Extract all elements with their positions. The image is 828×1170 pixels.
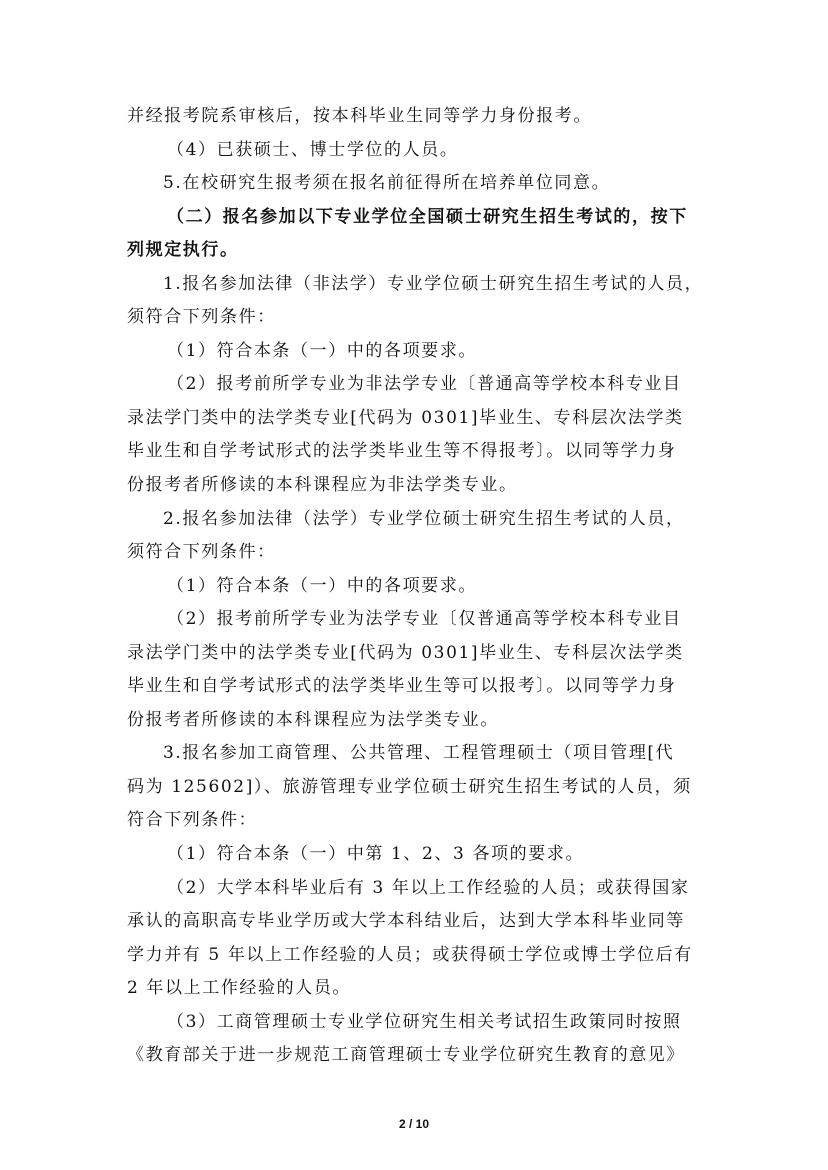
section-heading-line: 列规定执行。 bbox=[127, 240, 239, 261]
paragraph-line: （2）大学本科毕业后有 3 年以上工作经验的人员；或获得国家 bbox=[167, 877, 690, 898]
paragraph-line: 份报考者所修读的本科课程应为非法学类专业。 bbox=[127, 475, 518, 496]
paragraph-line: （1）符合本条（一）中第 1、2、3 各项的要求。 bbox=[167, 844, 585, 865]
paragraph-line: 录法学门类中的法学类专业[代码为 0301]毕业生、专科层次法学类 bbox=[127, 407, 684, 428]
paragraph-line: 2.报名参加法律（法学）专业学位硕士研究生招生考试的人员， bbox=[163, 508, 685, 529]
paragraph-line: （1）符合本条（一）中的各项要求。 bbox=[167, 340, 478, 361]
paragraph-line: 录法学门类中的法学类专业[代码为 0301]毕业生、专科层次法学类 bbox=[127, 642, 684, 663]
paragraph-line: 1.报名参加法律（非法学）专业学位硕士研究生招生考试的人员， bbox=[163, 273, 704, 294]
paragraph-line: 承认的高职高专毕业学历或大学本科结业后，达到大学本科毕业同等 bbox=[127, 911, 685, 932]
paragraph-line: 符合下列条件： bbox=[127, 810, 258, 831]
paragraph-line: （3）工商管理硕士专业学位研究生相关考试招生政策同时按照 bbox=[167, 1011, 682, 1032]
paragraph-line: 须符合下列条件： bbox=[127, 307, 276, 328]
paragraph-line: （2）报考前所学专业为法学专业〔仅普通高等学校本科专业目 bbox=[167, 609, 682, 630]
paragraph-line: 份报考者所修读的本科课程应为法学类专业。 bbox=[127, 709, 499, 730]
paragraph-line: 须符合下列条件： bbox=[127, 542, 276, 563]
paragraph-line: 码为 125602]）、旅游管理专业学位硕士研究生招生考试的人员，须 bbox=[127, 776, 692, 797]
section-heading-line: （二）报名参加以下专业学位全国硕士研究生招生考试的，按下 bbox=[167, 206, 688, 227]
paragraph-line: 毕业生和自学考试形式的法学类毕业生等不得报考〕。以同等学力身 bbox=[127, 441, 677, 462]
page-number: 2 / 10 bbox=[398, 1117, 430, 1131]
paragraph-line: （4）已获硕士、博士学位的人员。 bbox=[167, 139, 459, 160]
paragraph-line: 学力并有 5 年以上工作经验的人员；或获得硕士学位或博士学位后有 bbox=[127, 944, 693, 965]
paragraph-line: （2）报考前所学专业为非法学专业〔普通高等学校本科专业目 bbox=[167, 374, 682, 395]
paragraph-line: （1）符合本条（一）中的各项要求。 bbox=[167, 575, 478, 596]
paragraph-line: 3.报名参加工商管理、公共管理、工程管理硕士（项目管理[代 bbox=[163, 743, 675, 764]
document-body bbox=[127, 100, 702, 1073]
paragraph-line: 5.在校研究生报考须在报名前征得所在培养单位同意。 bbox=[163, 173, 611, 194]
paragraph-line: 毕业生和自学考试形式的法学类毕业生等可以报考〕。以同等学力身 bbox=[127, 676, 677, 697]
paragraph-line: 《教育部关于进一步规范工商管理硕士专业学位研究生教育的意见》 bbox=[127, 1045, 685, 1066]
paragraph-line: 2 年以上工作经验的人员。 bbox=[127, 978, 352, 999]
paragraph-line: 并经报考院系审核后，按本科毕业生同等学力身份报考。 bbox=[127, 106, 592, 126]
